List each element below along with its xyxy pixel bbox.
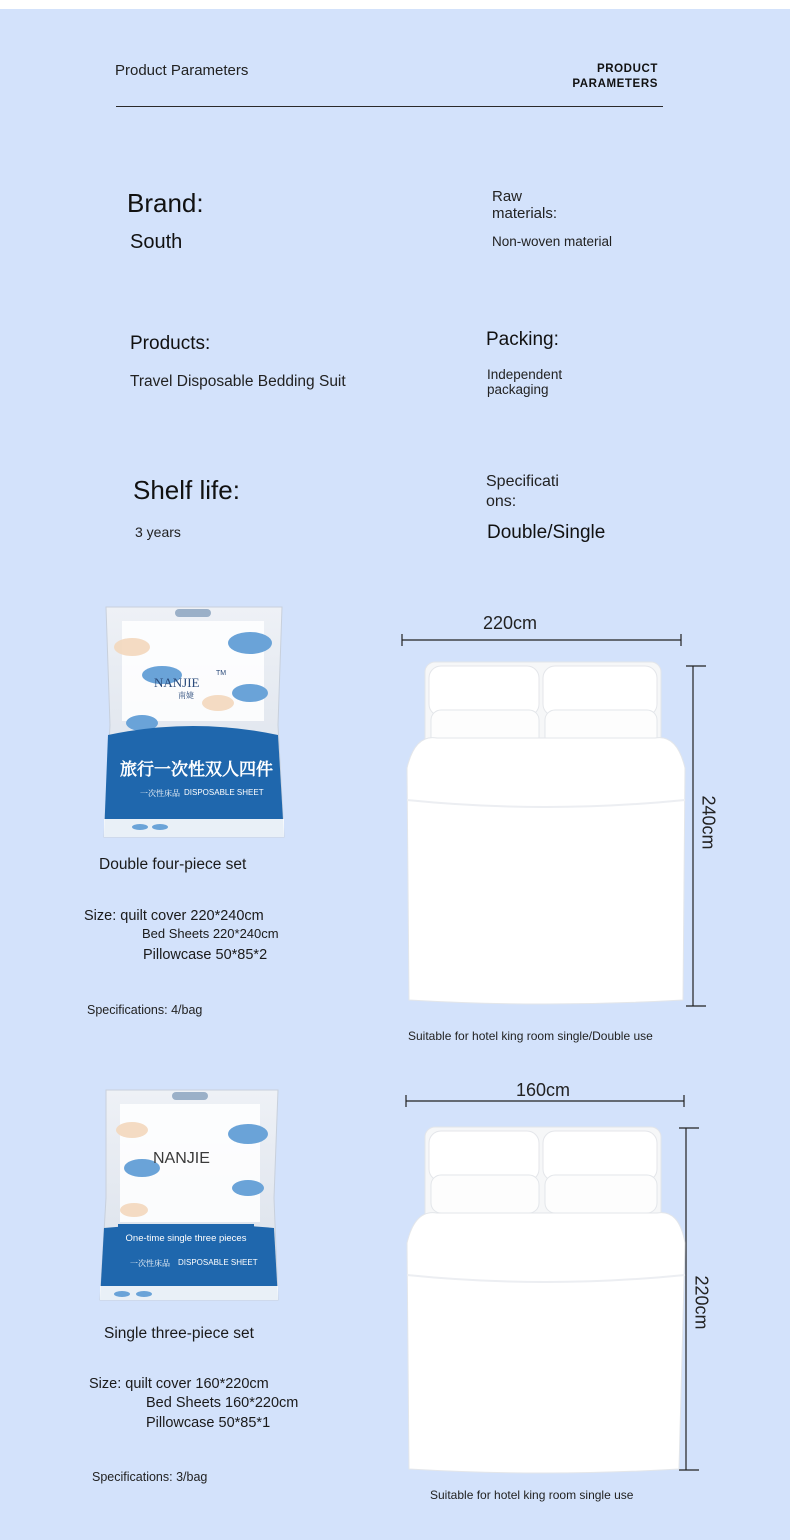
packing-value-line1: Independent — [487, 367, 563, 382]
brand-label: Brand: — [127, 188, 204, 218]
raw-materials-value: Non-woven material — [492, 234, 613, 249]
single-width-dimension: 160cm — [516, 1080, 571, 1100]
single-package-title: One-time single three pieces — [118, 1224, 254, 1254]
double-size-line1: Size: quilt cover 220*240cm — [84, 908, 264, 924]
brand-value: South — [130, 231, 183, 253]
packing-value — [487, 367, 562, 397]
double-package-sub-en: DISPOSABLE SHEET — [184, 788, 264, 797]
specifications-value: Double/Single — [487, 522, 606, 543]
packing-value-line2: packaging — [487, 382, 549, 397]
single-size-line2: Bed Sheets 160*220cm — [146, 1395, 299, 1411]
single-size-line3: Pillowcase 50*85*1 — [146, 1415, 271, 1431]
page-title-right-line2: PARAMETERS — [572, 78, 658, 90]
double-suitable-text: Suitable for hotel king room single/Double use — [408, 1029, 653, 1043]
double-package-tm: TM — [216, 670, 227, 677]
single-set-caption: Single three-piece set — [104, 1325, 254, 1342]
products-label: Products: — [130, 333, 211, 354]
double-size-line3: Pillowcase 50*85*2 — [143, 947, 268, 963]
raw-materials-label-line2: materials: — [492, 205, 558, 222]
products-value: Travel Disposable Bedding Suit — [130, 373, 346, 390]
page-title-right — [540, 62, 658, 92]
double-bed-image — [395, 628, 715, 1013]
shelf-life-label: Shelf life: — [133, 475, 240, 505]
raw-materials-label-line1: Raw — [492, 188, 523, 205]
specifications-label — [486, 472, 559, 512]
single-package-image — [98, 1088, 282, 1303]
header-divider — [116, 106, 663, 107]
double-package-image — [100, 605, 286, 840]
single-size-line1: Size: quilt cover 160*220cm — [89, 1376, 269, 1392]
single-length-dimension: 220cm — [691, 1275, 712, 1330]
specifications-label-line2: ons: — [486, 493, 517, 510]
raw-materials-label — [492, 188, 557, 222]
double-width-dimension: 220cm — [483, 613, 538, 633]
double-size-line2: Bed Sheets 220*240cm — [142, 926, 279, 941]
single-package-sub-en: DISPOSABLE SHEET — [178, 1258, 258, 1267]
single-bed-image — [395, 1093, 715, 1478]
double-length-dimension: 240cm — [698, 795, 719, 850]
shelf-life-value: 3 years — [135, 524, 181, 540]
page-title-right-line1: PRODUCT — [596, 63, 658, 75]
double-spec: Specifications: 4/bag — [87, 1003, 203, 1017]
double-package-brand: NANJIE — [154, 675, 200, 690]
double-package-brand-sub: 南婕 — [178, 691, 194, 700]
specifications-label-line1: Specificati — [486, 473, 559, 490]
single-package-brand: NANJIE — [153, 1150, 210, 1167]
single-suitable-text: Suitable for hotel king room single use — [430, 1488, 634, 1502]
single-spec: Specifications: 3/bag — [92, 1470, 208, 1484]
double-package-sub-cn: 一次性床品 — [140, 789, 180, 798]
page-title: Product Parameters — [115, 62, 249, 79]
double-set-caption: Double four-piece set — [99, 856, 247, 873]
double-package-title: 旅行一次性双人四件 — [120, 760, 273, 779]
single-package-sub-cn: 一次性床品 — [130, 1259, 170, 1268]
packing-label: Packing: — [486, 329, 559, 350]
